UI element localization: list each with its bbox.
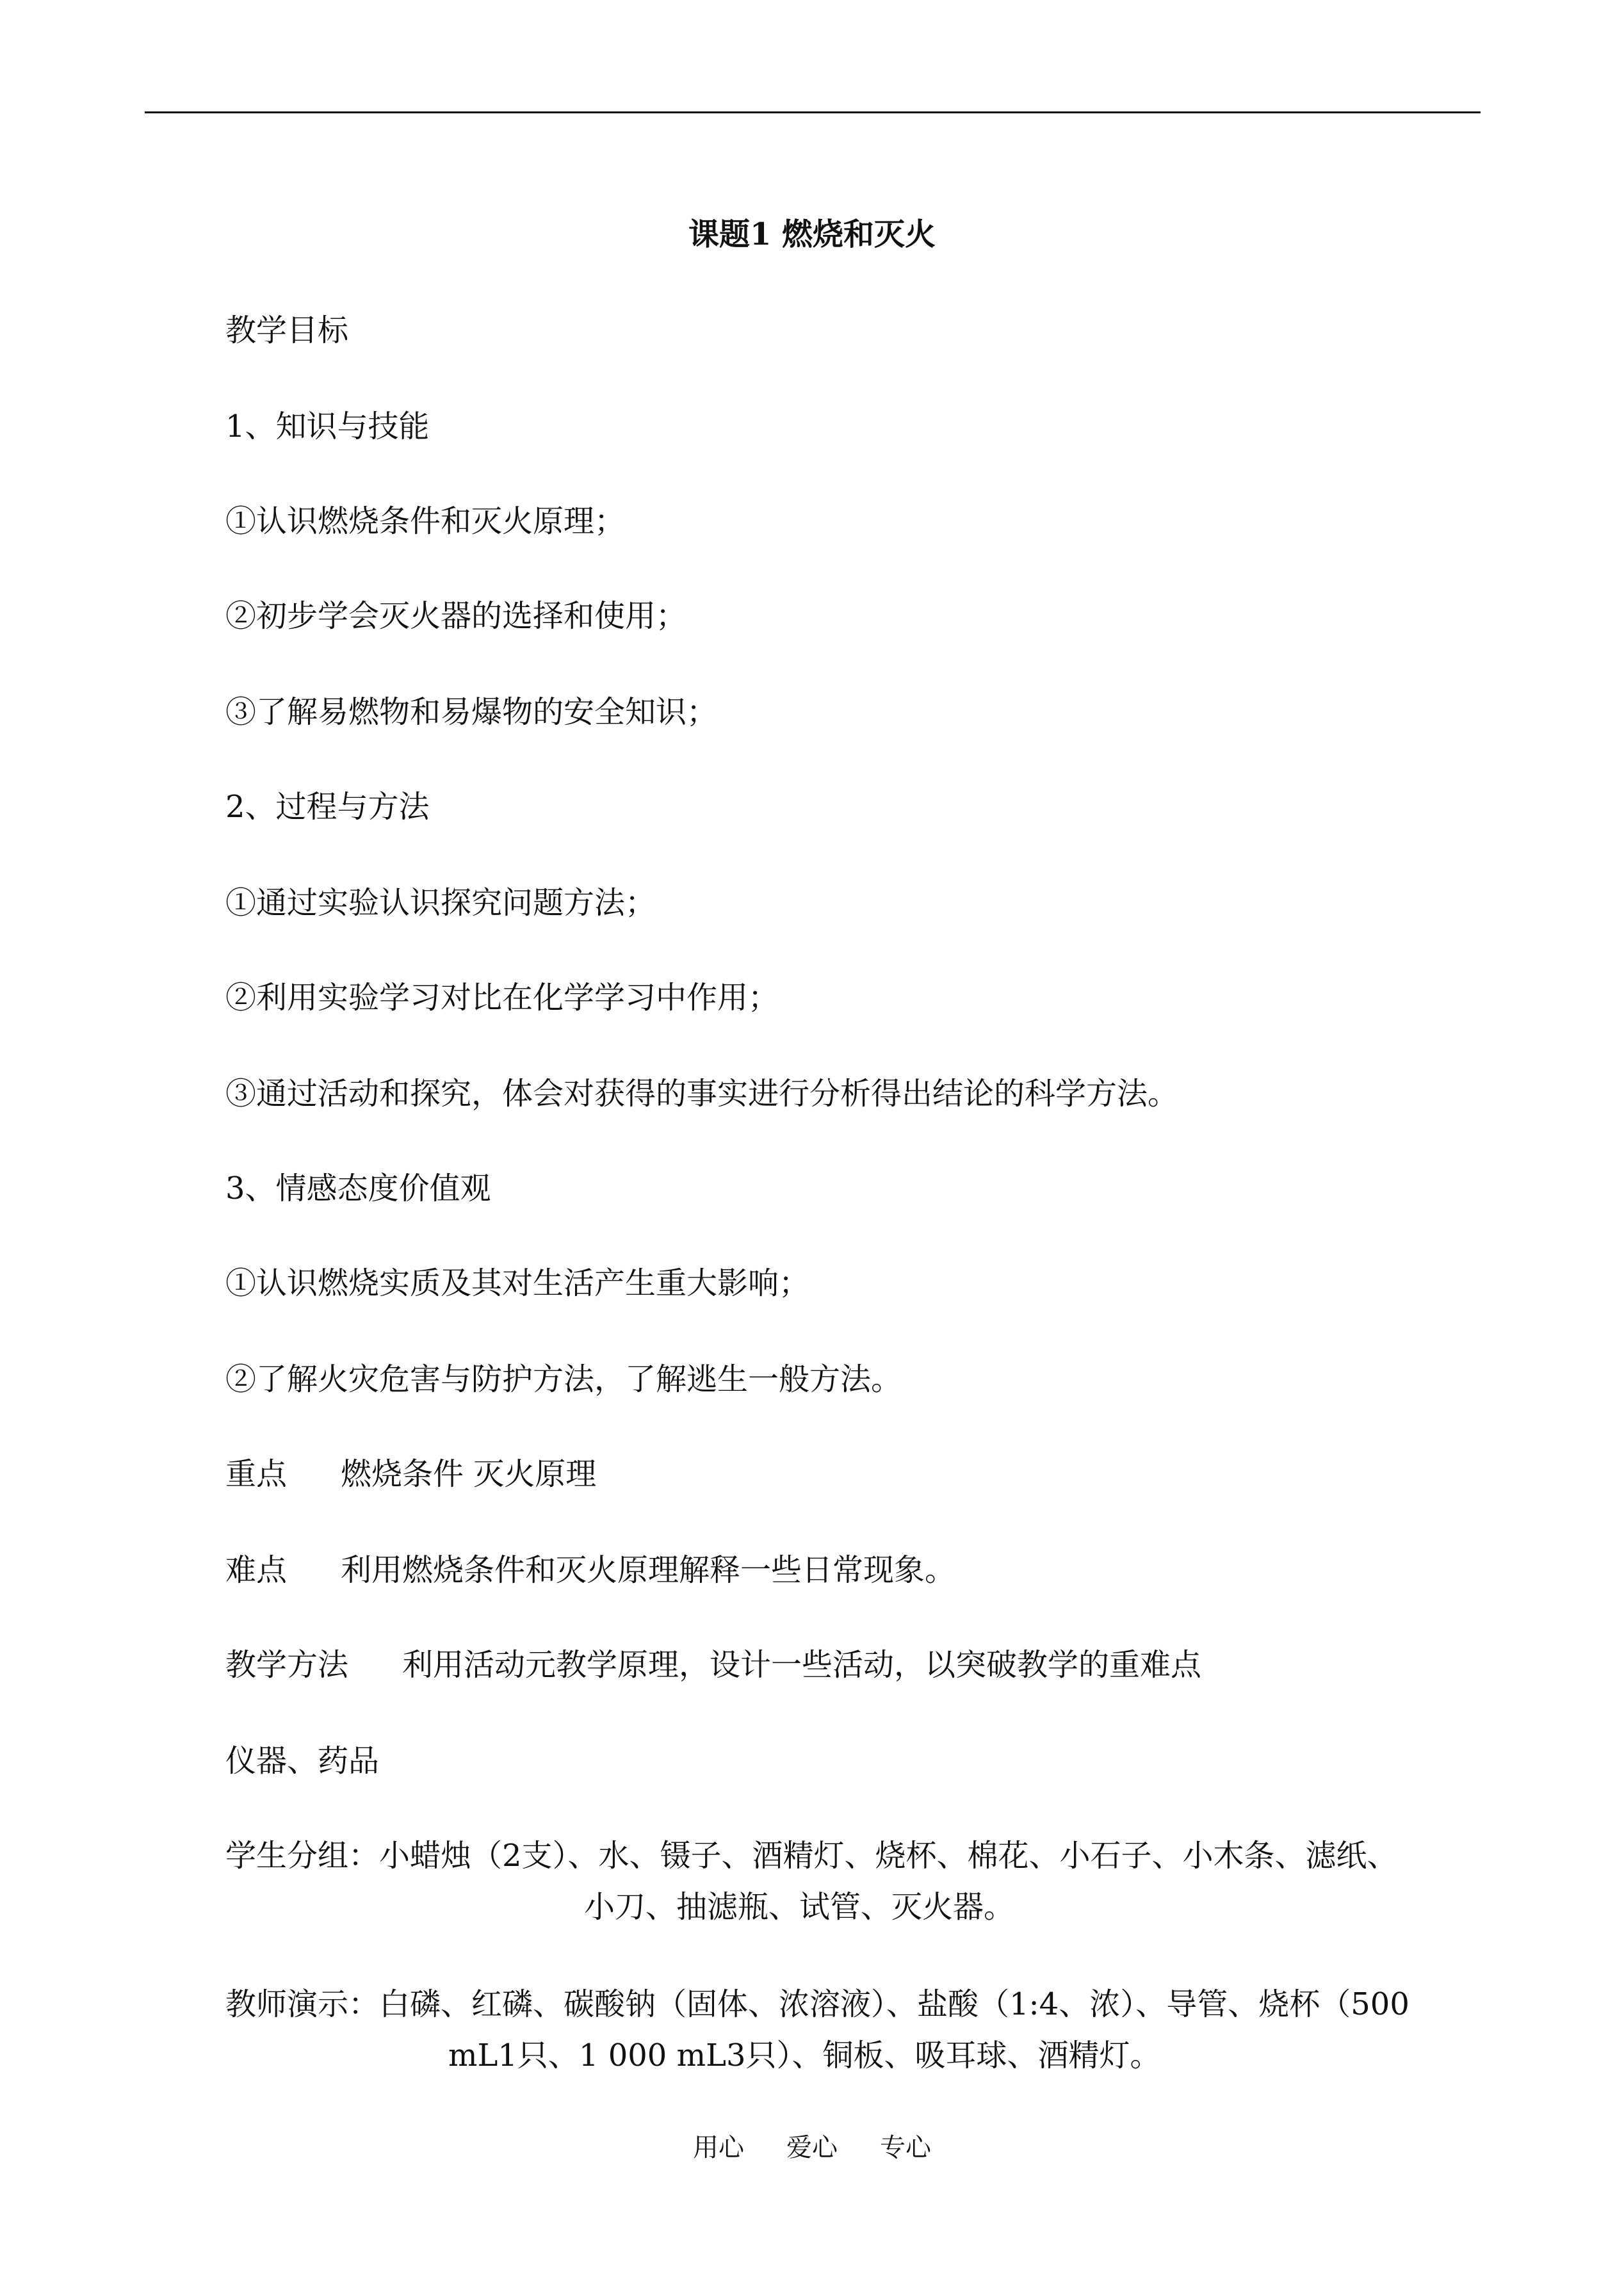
knowledge-item-2: ②初步学会灭火器的选择和使用；	[225, 598, 687, 634]
key-points-text: 燃烧条件 灭火原理	[341, 1456, 597, 1492]
knowledge-item-1: ①认识燃烧条件和灭火原理；	[225, 503, 626, 539]
process-heading: 2、过程与方法	[225, 789, 430, 825]
teacher-materials-line-1: 教师演示：白磷、红磷、碳酸钠（固体、浓溶液）、盐酸（1:4、浓）、导管、烧杯（500	[225, 1986, 1409, 2022]
student-materials-line-2: 小刀、抽滤瓶、试管、灭火器。	[584, 1889, 1015, 1925]
key-points	[225, 1454, 596, 1495]
materials-heading: 仪器、药品	[225, 1743, 380, 1779]
page-title: 课题1 燃烧和灭火	[688, 216, 936, 252]
difficulties-text: 利用燃烧条件和灭火原理解释一些日常现象。	[341, 1552, 956, 1588]
difficulties-label: 难点	[225, 1552, 288, 1588]
attitude-heading: 3、情感态度价值观	[225, 1171, 491, 1206]
knowledge-item-3: ③了解易燃物和易爆物的安全知识；	[225, 694, 718, 730]
difficulties	[225, 1550, 955, 1591]
process-item-1: ①通过实验认识探究问题方法；	[225, 885, 656, 921]
method-text: 利用活动元教学原理，设计一些活动，以突破教学的重难点	[402, 1647, 1202, 1683]
process-item-2: ②利用实验学习对比在化学学习中作用；	[225, 980, 779, 1016]
process-item-3: ③通过活动和探究，体会对获得的事实进行分析得出结论的科学方法。	[225, 1076, 1179, 1112]
attitude-item-1: ①认识燃烧实质及其对生活产生重大影响；	[225, 1265, 810, 1301]
footer-word-1: 用心	[693, 2133, 744, 2162]
page-footer	[0, 2130, 1624, 2166]
attitude-item-2: ②了解火灾危害与防护方法，了解逃生一般方法。	[225, 1361, 902, 1397]
footer-word-3: 专心	[880, 2133, 931, 2162]
objectives-heading: 教学目标	[225, 312, 349, 348]
teaching-method	[225, 1644, 1201, 1685]
method-label: 教学方法	[225, 1647, 349, 1683]
teacher-materials-line-2: mL1只、1 000 mL3只）、铜板、吸耳球、酒精灯。	[448, 2038, 1161, 2073]
footer-word-2: 爱心	[786, 2133, 838, 2162]
student-materials-line-1: 学生分组：小蜡烛（2支）、水、镊子、酒精灯、烧杯、棉花、小石子、小木条、滤纸、	[225, 1838, 1398, 1874]
header-rule	[145, 111, 1481, 113]
knowledge-heading: 1、知识与技能	[225, 409, 430, 444]
key-points-label: 重点	[225, 1456, 288, 1492]
